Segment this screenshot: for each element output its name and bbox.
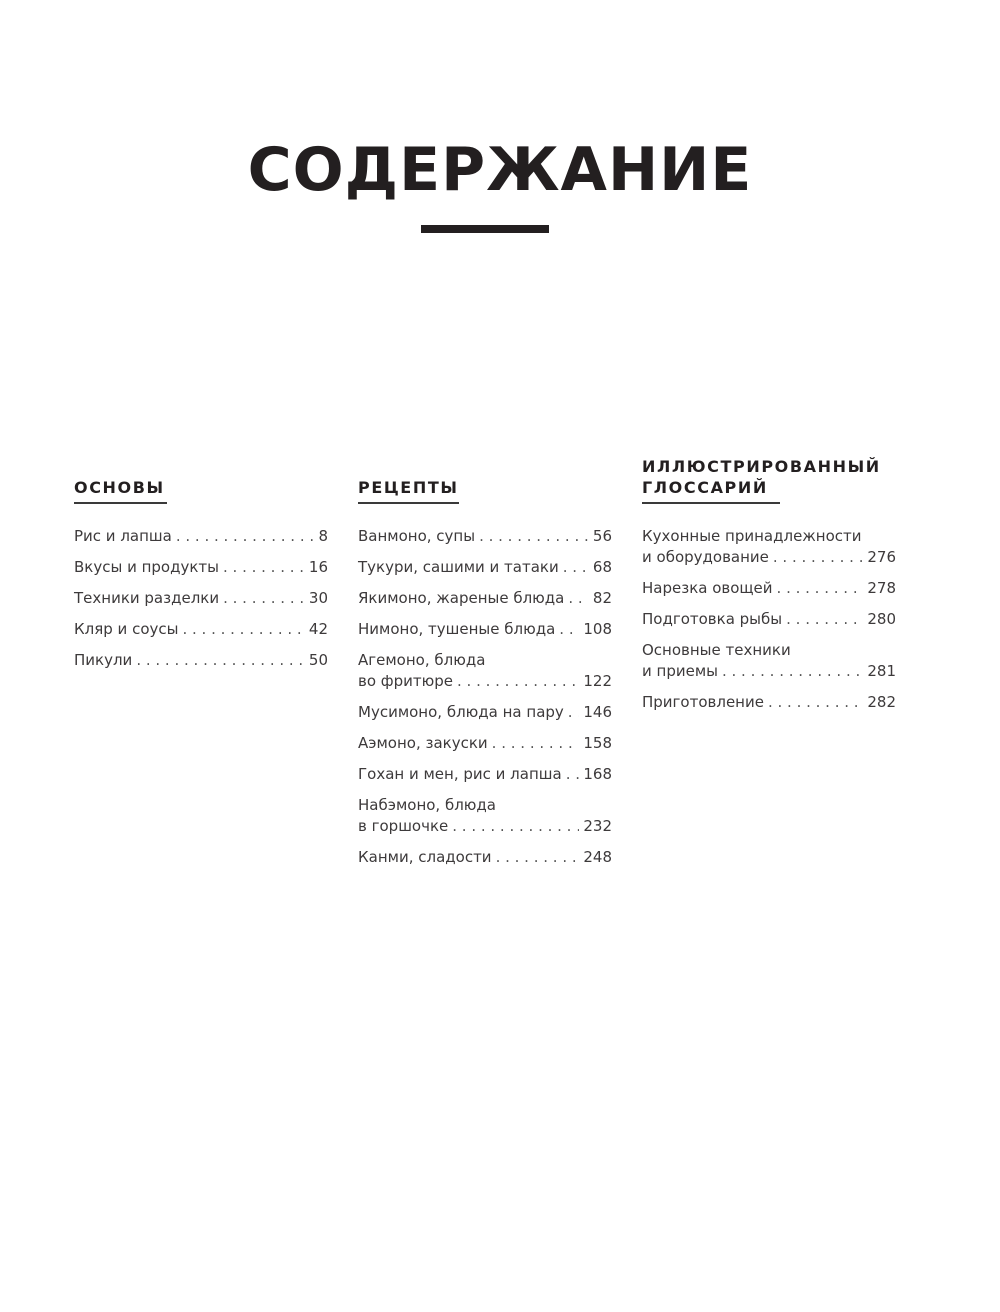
entry-title: Техники разделки <box>74 589 220 607</box>
entry-line <box>74 650 328 671</box>
page-number: 122 <box>583 672 612 690</box>
dot-leader <box>182 619 304 640</box>
toc-entry[interactable] <box>74 588 328 609</box>
page-number: 232 <box>583 817 612 835</box>
section-heading-line: ГЛОССАРИЙ <box>642 478 768 497</box>
toc-entry[interactable] <box>358 588 612 609</box>
entry-title: Якимоно, жареные блюда <box>358 589 565 607</box>
entry-line <box>358 619 612 640</box>
section-heading-line: ИЛЛЮСТРИРОВАННЫЙ <box>642 457 881 476</box>
toc-entry[interactable] <box>74 650 328 671</box>
entry-title: Ванмоно, супы <box>358 527 476 545</box>
dot-leader <box>568 588 589 609</box>
toc-entry[interactable] <box>358 764 612 785</box>
entry-line <box>358 671 612 692</box>
entry-title: Кляр и соусы <box>74 620 179 638</box>
section-heading-line: РЕЦЕПТЫ <box>358 478 459 497</box>
entry-title: Тукури, сашими и татаки <box>358 558 559 576</box>
section-underline <box>642 502 780 504</box>
entry-line <box>358 588 612 609</box>
entry-line <box>358 847 612 868</box>
entry-line <box>642 547 896 568</box>
entry-line <box>642 578 896 599</box>
entry-title: Рис и лапша <box>74 527 172 545</box>
dot-leader <box>136 650 305 671</box>
entry-title: Пикули <box>74 651 133 669</box>
toc-entry[interactable] <box>74 557 328 578</box>
entry-title-line: Набэмоно, блюда <box>358 796 496 814</box>
entry-title: во фритюре <box>358 672 453 690</box>
toc-section <box>642 457 896 723</box>
toc-section <box>74 460 328 681</box>
dot-leader <box>568 702 580 723</box>
section-header <box>642 457 896 504</box>
toc-entry[interactable] <box>642 526 896 568</box>
entry-title: Вкусы и продукты <box>74 558 219 576</box>
title-underline <box>421 225 549 233</box>
dot-leader <box>479 526 589 547</box>
page-number: 30 <box>308 589 328 607</box>
dot-leader <box>176 526 315 547</box>
dot-leader <box>722 661 863 682</box>
entry-line <box>74 557 328 578</box>
entry-title: и приемы <box>642 662 718 680</box>
toc-entry[interactable] <box>74 619 328 640</box>
toc-list <box>358 526 612 868</box>
page-number: 50 <box>308 651 328 669</box>
entry-line <box>358 526 612 547</box>
toc-entry[interactable] <box>74 526 328 547</box>
entry-line <box>642 692 896 713</box>
page-number: 16 <box>308 558 328 576</box>
toc-entry[interactable] <box>358 650 612 692</box>
page-number: 158 <box>583 734 612 752</box>
section-heading-line: ОСНОВЫ <box>74 478 165 497</box>
toc-entry[interactable] <box>358 733 612 754</box>
section-underline <box>74 502 167 504</box>
entry-line <box>358 702 612 723</box>
entry-line <box>74 619 328 640</box>
entry-title-line: Кухонные принадлежности <box>642 527 862 545</box>
dot-leader <box>496 847 580 868</box>
section-underline <box>358 502 459 504</box>
toc-entry[interactable] <box>358 619 612 640</box>
page-number: 8 <box>318 527 328 545</box>
toc-entry[interactable] <box>642 609 896 630</box>
entry-line <box>642 661 896 682</box>
section-header <box>358 460 612 504</box>
toc-entry[interactable] <box>358 847 612 868</box>
section-heading <box>358 477 459 498</box>
dot-leader <box>773 547 863 568</box>
entry-title-line: Основные техники <box>642 641 791 659</box>
entry-line <box>358 764 612 785</box>
page-number: 282 <box>867 693 896 711</box>
toc-list <box>74 526 328 671</box>
entry-title: Подготовка рыбы <box>642 610 783 628</box>
entry-line <box>74 526 328 547</box>
page-number: 276 <box>867 548 896 566</box>
dot-leader <box>768 692 863 713</box>
toc-entry[interactable] <box>358 702 612 723</box>
page-number: 68 <box>592 558 612 576</box>
toc-list <box>642 526 896 713</box>
toc-entry[interactable] <box>358 557 612 578</box>
page-number: 146 <box>583 703 612 721</box>
dot-leader <box>223 557 305 578</box>
dot-leader <box>777 578 864 599</box>
page-number: 56 <box>592 527 612 545</box>
section-header <box>74 460 328 504</box>
entry-title: Нарезка овощей <box>642 579 773 597</box>
entry-line <box>642 609 896 630</box>
page-number: 278 <box>867 579 896 597</box>
toc-entry[interactable] <box>642 692 896 713</box>
page-title: СОДЕРЖАНИЕ <box>247 135 753 205</box>
dot-leader <box>559 619 579 640</box>
entry-line <box>358 557 612 578</box>
page-number: 280 <box>867 610 896 628</box>
page-number: 168 <box>583 765 612 783</box>
entry-line <box>358 733 612 754</box>
entry-title-line: Агемоно, блюда <box>358 651 486 669</box>
toc-section <box>358 460 612 878</box>
section-heading <box>642 456 881 498</box>
entry-title: Канми, сладости <box>358 848 492 866</box>
entry-title: Приготовление <box>642 693 764 711</box>
entry-title: Аэмоно, закуски <box>358 734 488 752</box>
dot-leader <box>786 609 863 630</box>
entry-line <box>74 588 328 609</box>
entry-title: Мусимоно, блюда на пару <box>358 703 564 721</box>
dot-leader <box>457 671 579 692</box>
section-heading <box>74 477 165 498</box>
page-number: 281 <box>867 662 896 680</box>
dot-leader <box>566 764 580 785</box>
toc-entry[interactable] <box>358 526 612 547</box>
entry-title: Нимоно, тушеные блюда <box>358 620 556 638</box>
page-number: 108 <box>583 620 612 638</box>
dot-leader <box>452 816 579 837</box>
page-number: 248 <box>583 848 612 866</box>
page-number: 82 <box>592 589 612 607</box>
dot-leader <box>563 557 589 578</box>
page-number: 42 <box>308 620 328 638</box>
dot-leader <box>223 588 305 609</box>
entry-title: в горшочке <box>358 817 449 835</box>
dot-leader <box>492 733 580 754</box>
entry-title: Гохан и мен, рис и лапша <box>358 765 562 783</box>
entry-title: и оборудование <box>642 548 769 566</box>
entry-line <box>358 816 612 837</box>
toc-entry[interactable] <box>642 578 896 599</box>
toc-entry[interactable] <box>642 640 896 682</box>
toc-entry[interactable] <box>358 795 612 837</box>
